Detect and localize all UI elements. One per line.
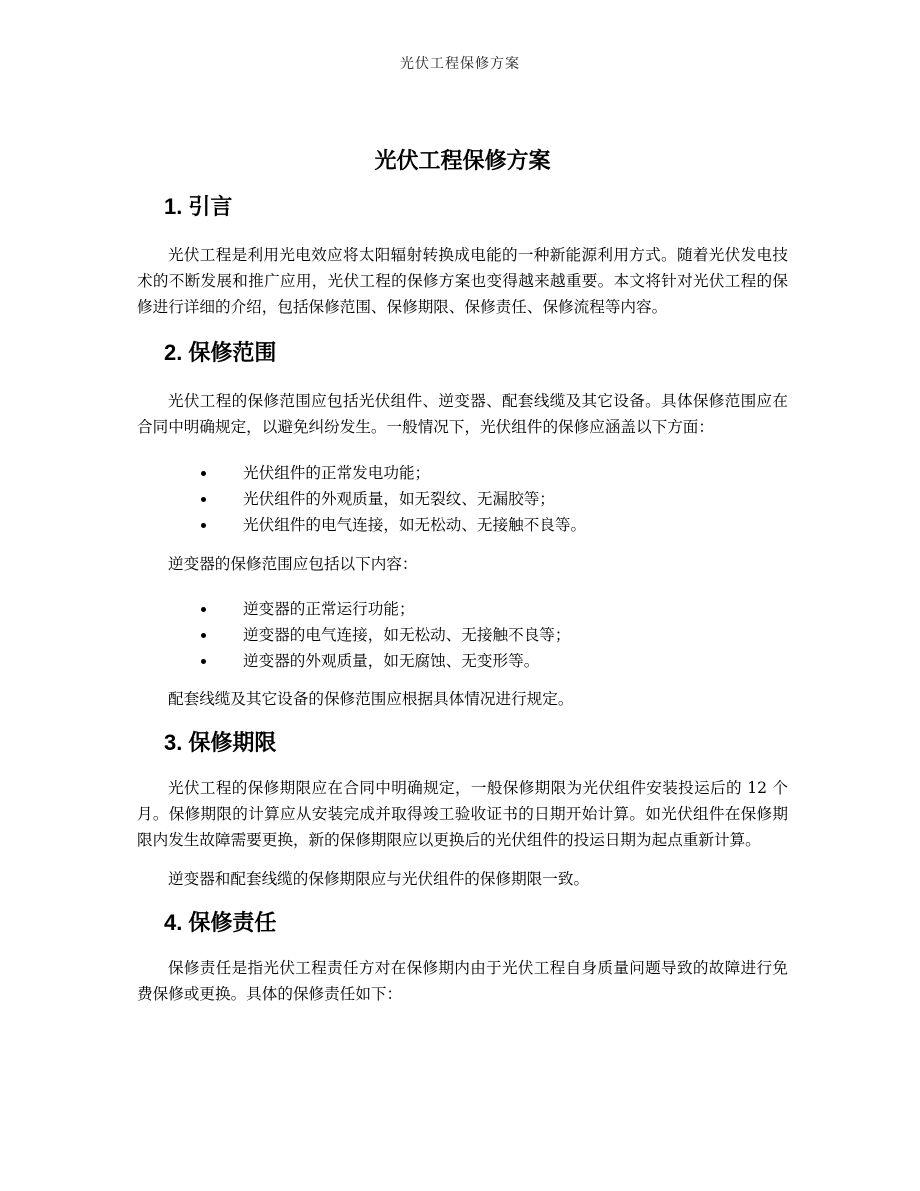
section-heading-warranty-scope <box>137 338 788 368</box>
section-number: 3. <box>164 730 183 755</box>
cable-scope-paragraph: 配套线缆及其它设备的保修范围应根据具体情况进行规定。 <box>168 690 574 708</box>
inverter-period-paragraph: 逆变器和配套线缆的保修期限应与光伏组件的保修期限一致。 <box>168 870 590 888</box>
section-number: 2. <box>164 340 183 365</box>
list-item-text: 光伏组件的正常发电功能； <box>243 464 431 482</box>
bullet-icon <box>201 471 206 476</box>
bullet-icon <box>201 497 206 502</box>
running-header: 光伏工程保修方案 <box>400 56 520 72</box>
list-item <box>137 622 788 648</box>
list-item-text: 光伏组件的电气连接，如无松动、无接触不良等。 <box>243 516 587 534</box>
warranty-period-paragraph: 光伏工程的保修期限应在合同中明确规定，一般保修期限为光伏组件安装投运后的 12 个月。保修期限的计算应从安装完成并取得竣工验收证书的日期开始计算。如光伏组件在保修期限内发生故障需要更换，新的保修期限应以更换后的光伏组件的投运日期为起点重新计算。 <box>137 779 788 849</box>
document-title: 光伏工程保修方案 <box>374 149 551 174</box>
section-title: 保修期限 <box>188 730 277 755</box>
section-number: 4. <box>164 910 183 935</box>
bullet-icon <box>201 659 206 664</box>
list-item-text: 光伏组件的外观质量，如无裂纹、无漏胶等； <box>243 490 555 508</box>
bullet-icon <box>201 523 206 528</box>
section-title: 保修范围 <box>188 340 277 365</box>
warranty-scope-paragraph: 光伏工程的保修范围应包括光伏组件、逆变器、配套线缆及其它设备。具体保修范围应在合同中明确规定，以避免纠纷发生。一般情况下，光伏组件的保修应涵盖以下方面： <box>137 392 788 436</box>
section-heading-introduction <box>137 192 788 222</box>
section-number: 1. <box>164 194 183 219</box>
section-title: 引言 <box>188 194 233 219</box>
document-body <box>137 140 788 1007</box>
inverter-scope-intro: 逆变器的保修范围应包括以下内容： <box>168 555 418 573</box>
list-item <box>137 512 788 538</box>
inverter-scope-list <box>137 596 788 674</box>
warranty-responsibility-paragraph: 保修责任是指光伏工程责任方对在保修期内由于光伏工程自身质量问题导致的故障进行免费保修或更换。具体的保修责任如下： <box>137 959 788 1003</box>
list-item-text: 逆变器的正常运行功能； <box>243 600 415 618</box>
section-heading-warranty-period <box>137 728 788 758</box>
list-item <box>137 486 788 512</box>
list-item <box>137 460 788 486</box>
list-item <box>137 596 788 622</box>
list-item <box>137 648 788 674</box>
section-title: 保修责任 <box>188 910 277 935</box>
bullet-icon <box>201 607 206 612</box>
list-item-text: 逆变器的电气连接，如无松动、无接触不良等； <box>243 626 571 644</box>
bullet-icon <box>201 633 206 638</box>
pv-module-scope-list <box>137 460 788 538</box>
section-heading-warranty-responsibility <box>137 908 788 938</box>
introduction-paragraph: 光伏工程是利用光电效应将太阳辐射转换成电能的一种新能源利用方式。随着光伏发电技术的不断发展和推广应用，光伏工程的保修方案也变得越来越重要。本文将针对光伏工程的保修进行详细的介绍，包括保修范围、保修期限、保修责任、保修流程等内容。 <box>137 246 788 316</box>
list-item-text: 逆变器的外观质量，如无腐蚀、无变形等。 <box>243 652 540 670</box>
